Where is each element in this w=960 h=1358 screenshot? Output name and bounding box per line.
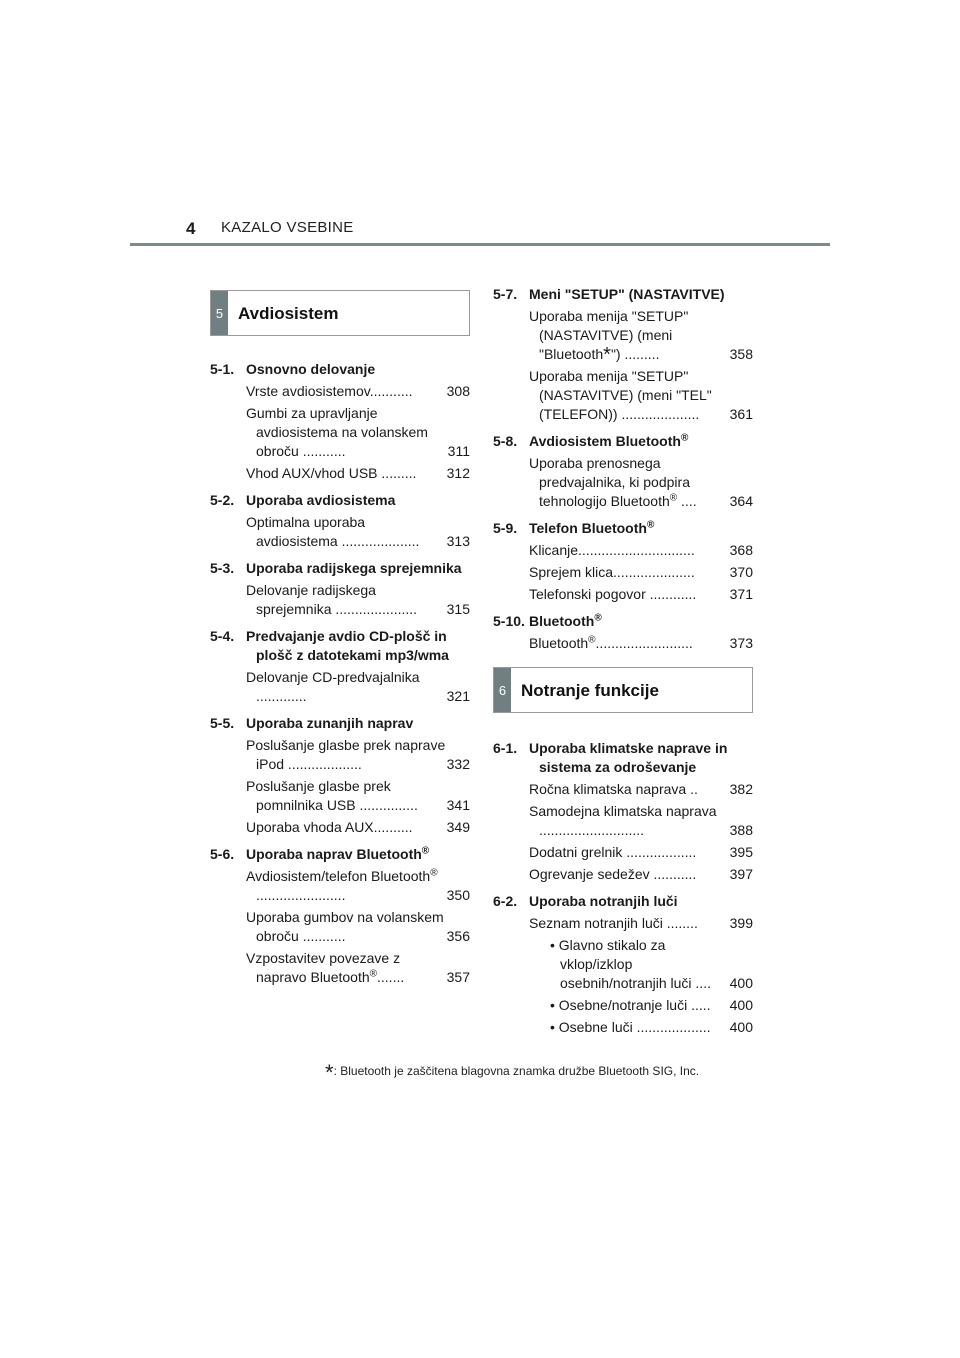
toc-entry[interactable]: Uporaba prenosnega predvajalnika, ki podpira tehnologijo Bluetooth® .... 364 [529,455,753,509]
section-6-2[interactable]: 6-2. Uporaba notranjih luči [493,893,678,909]
chapter-5-title: Avdiosistem [238,303,339,323]
toc-entry[interactable]: Sprejem klica..................... 370 [529,564,753,580]
toc-entry[interactable]: Samodejna klimatska naprava ........................... 388 [529,803,753,838]
page-number: 4 [186,219,196,238]
toc-entry[interactable]: Seznam notranjih luči ........ 399 [529,915,753,931]
registered-mark: ® [421,845,430,857]
chapter-5-box[interactable] [210,290,470,336]
footnote-text: : Bluetooth je zaščitena blagovna znamka družbe Bluetooth SIG, Inc. [333,1064,700,1078]
toc-entry[interactable]: Telefonski pogovor ............ 371 [529,586,753,602]
section-5-9[interactable]: 5-9. Telefon Bluetooth® [493,519,655,536]
toc-entry[interactable]: Vrste avdiosistemov........... 308 [246,383,470,399]
chapter-6-box[interactable] [493,667,753,713]
toc-entry[interactable]: Delovanje radijskega sprejemnika ..................... 315 [246,582,470,617]
toc-right-column [493,285,753,1037]
section-5-3[interactable]: 5-3. Uporaba radijskega sprejemnika [210,560,462,576]
toc-sub-entry[interactable]: • Osebne/notranje luči ..... 400 [550,997,753,1013]
asterisk-mark: * [603,344,611,366]
section-5-1[interactable]: 5-1. Osnovno delovanje [210,361,376,377]
page-title: KAZALO VSEBINE [221,219,354,236]
toc-entry[interactable]: Klicanje.............................. 368 [529,542,753,558]
toc-entry[interactable]: Uporaba gumbov na volanskem obroču ........... 356 [246,909,470,944]
section-5-2[interactable]: 5-2. Uporaba avdiosistema [210,492,396,508]
toc-entry[interactable]: Bluetooth®......................... 373 [529,634,753,651]
toc-entry[interactable]: Uporaba menija "SETUP" (NASTAVITVE) (meni "TEL" (TELEFON)) .................... 361 [529,368,753,422]
toc-entry[interactable]: Uporaba menija "SETUP" (NASTAVITVE) (meni "Bluetooth*") ......... 358 [529,308,753,366]
toc-entry[interactable]: Optimalna uporaba avdiosistema .................... 313 [246,514,470,549]
section-5-6[interactable]: 5-6. Uporaba naprav Bluetooth® [210,845,430,862]
section-5-5[interactable]: 5-5. Uporaba zunanjih naprav [210,715,414,731]
toc-entry[interactable]: Ročna klimatska naprava .. 382 [529,781,753,797]
section-5-8[interactable]: 5-8. Avdiosistem Bluetooth® [493,432,689,449]
toc-sub-entry[interactable]: • Osebne luči ................... 400 [550,1019,753,1035]
toc-entry[interactable]: Poslušanje glasbe prek pomnilnika USB ............... 341 [246,778,470,813]
section-5-10[interactable]: 5-10. Bluetooth® [493,612,602,629]
toc-entry[interactable]: Vhod AUX/vhod USB ......... 312 [246,465,470,481]
toc-left-column [210,290,470,987]
toc-entry[interactable]: Ogrevanje sedežev ........... 397 [529,866,753,882]
header-rule [130,243,830,246]
chapter-5-tab: 5 [211,291,228,335]
section-5-4[interactable]: 5-4. Predvajanje avdio CD-plošč in plošč z datotekami mp3/wma [210,628,449,663]
toc-sub-entry[interactable]: • Glavno stikalo za vklop/izklop osebnih/notranjih luči .... 400 [550,937,753,991]
toc-entry[interactable]: Poslušanje glasbe prek naprave iPod ................... 332 [246,737,470,772]
toc-entry[interactable]: Uporaba vhoda AUX.......... 349 [246,819,470,835]
chapter-6-tab: 6 [494,668,511,712]
toc-entry[interactable]: Vzpostavitev povezave z napravo Bluetooth®....... 357 [246,950,470,985]
section-6-1[interactable]: 6-1. Uporaba klimatske naprave in sistema za odroševanje [493,740,728,775]
toc-entry[interactable]: Delovanje CD-predvajalnika ............. 321 [246,669,470,704]
toc-entry[interactable]: Dodatni grelnik .................. 395 [529,844,753,860]
footnote [325,1060,700,1085]
footnote-asterisk: * [325,1060,334,1085]
chapter-6-title: Notranje funkcije [521,680,659,700]
section-5-7[interactable]: 5-7. Meni "SETUP" (NASTAVITVE) [493,286,725,302]
toc-entry[interactable]: Gumbi za upravljanje avdiosistema na volanskem obroču ........... 311 [246,405,470,459]
toc-entry[interactable]: Avdiosistem/telefon Bluetooth® ....................... 350 [246,867,470,903]
